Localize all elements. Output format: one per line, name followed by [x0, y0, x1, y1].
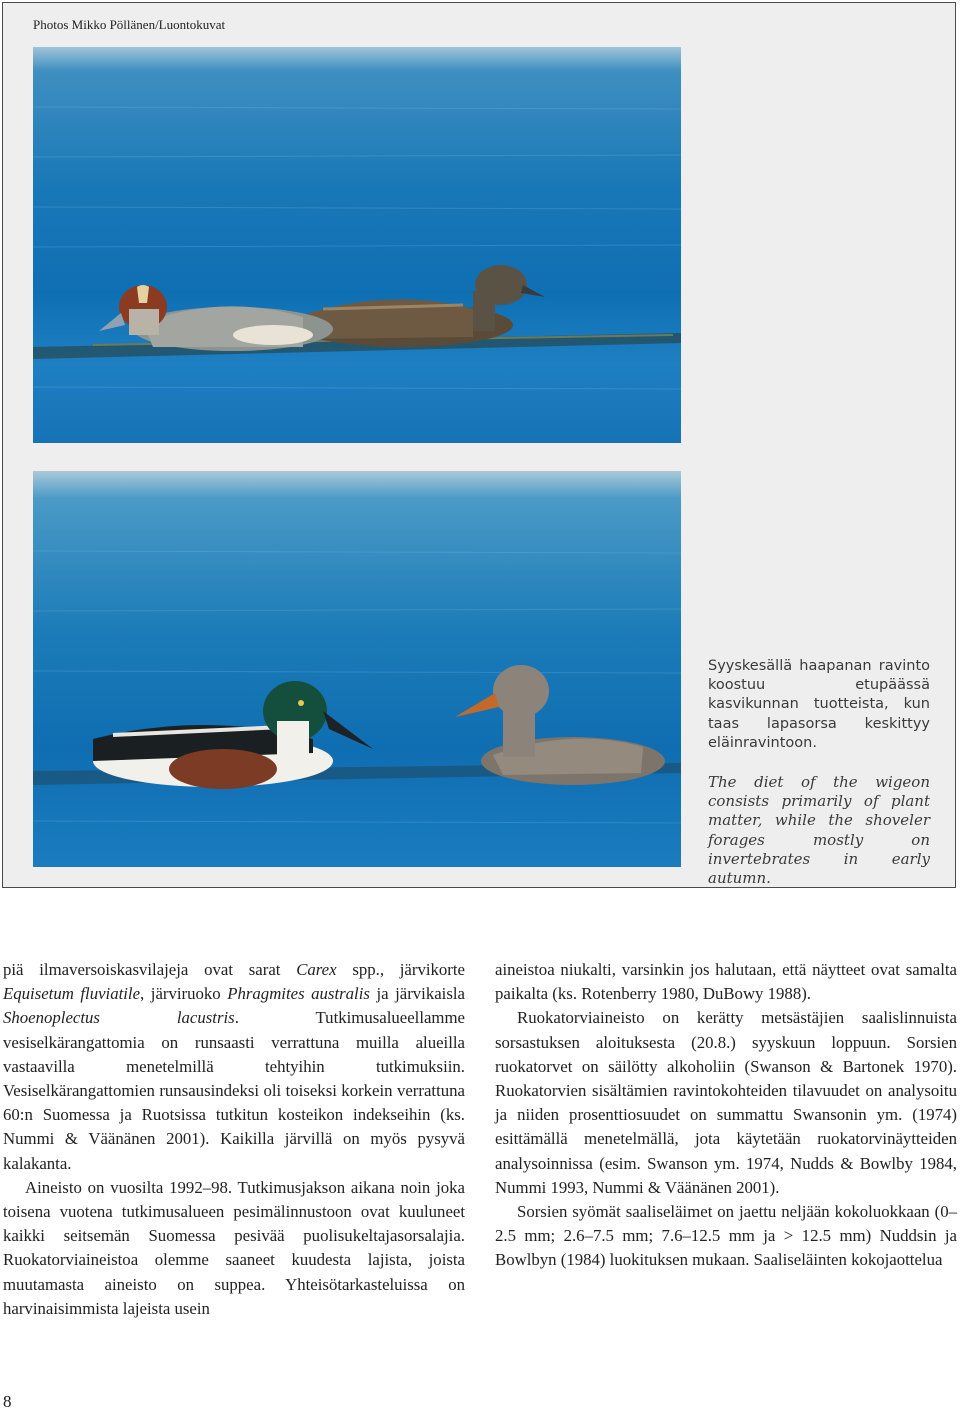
- left-column: [3, 958, 465, 1321]
- photo-shoveler: [33, 471, 681, 867]
- right-paragraph-3: Sorsien syömät saaliseläimet on jaettu neljään kokoluokkaan (0–2.5 mm; 2.6–7.5 mm; 7.6–12.5 mm ja > 12.5 mm) Nuddsin ja Bowlbyn (1984) luokituksen mukaan. Saaliseläinten kokojaottelua: [495, 1202, 957, 1270]
- species-name: Carex: [296, 960, 337, 979]
- caption-finnish: Syyskesällä haapanan ravinto koostuu etupäässä kasvikunnan tuotteista, kun taas lapasorsa keskittyy eläinravintoon.: [708, 658, 930, 751]
- left-paragraph-2: Aineisto on vuosilta 1992–98. Tutkimusjakson aikana noin joka toisena vuotena tutkimusalueen pesimälinnustoon ovat kuuluneet kaikki seitsemän Suomessa pesivää puolisukeltajasorsalajia. Ruokatorviaineistoa olemme saaneet kuudesta lajista, joista muutamasta aineisto on suppea. Yhteisötarkasteluissa on harvinaisimmista lajeista usein: [3, 1177, 465, 1318]
- species-name: Phragmites australis: [227, 984, 370, 1004]
- photo-panel: [2, 2, 956, 888]
- text-run: . Tutkimusalueellamme vesiselkärangattomia on runsaasti verrattuna muilla alueilla vastaavilla menetelmillä tehtyihin tutkimuksiin. Vesiselkärangattomien runsausindeksi oli toiseksi korkein verrattuna 60:n Suomessa ja Ruotsissa tutkitun kosteikon indekseihin (ks. Nummi & Väänänen 2001). Kaikilla järvillä on myös pysyvä kalakanta.: [3, 1008, 465, 1173]
- species-name: Shoenoplectus lacustris: [3, 1008, 235, 1028]
- left-paragraph-1: [3, 958, 465, 1176]
- text-run: piä ilmaversoiskasvilajeja ovat sarat: [3, 960, 297, 979]
- species-name: Equisetum fluviatile: [3, 984, 141, 1004]
- page-number: 8: [3, 1392, 12, 1411]
- text-run: spp., järvikorte: [336, 960, 466, 979]
- right-paragraph-2: Ruokatorviaineisto on kerätty metsästäjien saalislinnuista sorsastuksen aloituksesta (20.8.) syyskuun loppuun. Sorsien ruokatorvet on säilötty alkoholiin (Swanson & Bartonek 1970). Ruokatorvien sisältämien ravintokohteiden tilavuudet on analysoitu ja niiden prosenttiosuudet on summattu Swansonin ym. (1974) esittämällä menetelmällä, jota käytetään ruokatorvinäytteiden analysoinnissa (esim. Swanson ym. 1974, Nudds & Bowlby 1984, Nummi 1993, Nummi & Väänänen 2001).: [495, 1008, 957, 1197]
- photo-credit: Photos Mikko Pöllänen/Luontokuvat: [33, 17, 226, 32]
- caption-english: The diet of the wigeon consists primarily of plant matter, while the shoveler forages mostly on invertebrates in early autumn.: [708, 773, 930, 888]
- text-run: ja järvikaisla: [369, 984, 465, 1004]
- wigeon-illustration: [33, 47, 681, 443]
- right-paragraph-1: aineistoa niukalti, varsinkin jos halutaan, että näytteet ovat samalta paikalta (ks. Rotenberry 1980, DuBowy 1988).: [495, 960, 957, 1004]
- shoveler-illustration: [33, 471, 681, 867]
- photo-wigeon: [33, 47, 681, 443]
- text-run: , järviruoko: [140, 984, 228, 1004]
- right-column: [495, 958, 957, 1273]
